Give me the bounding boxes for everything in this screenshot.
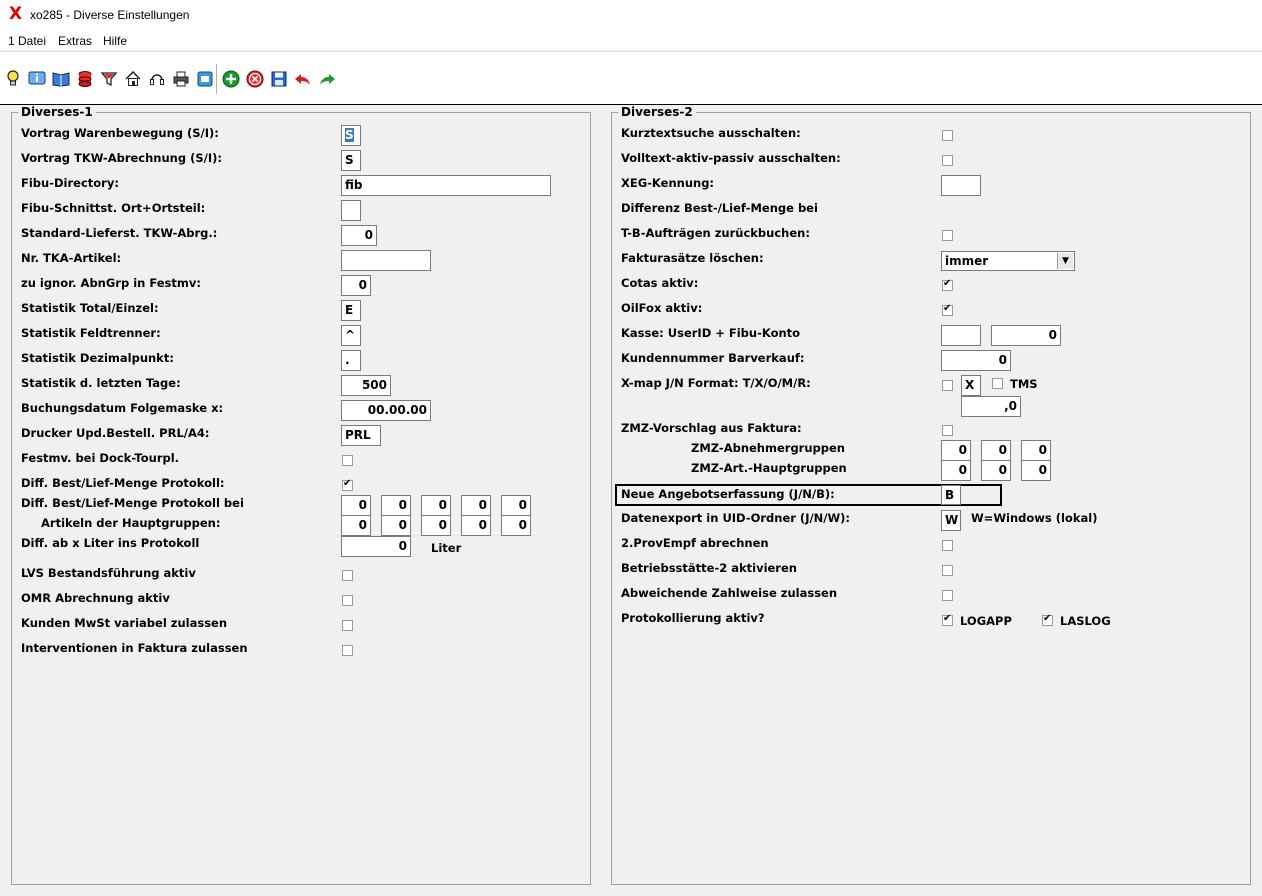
hauptgruppe-r2-3[interactable]: 0	[421, 515, 451, 536]
zmz-art-1[interactable]: 0	[941, 460, 971, 481]
label-interventionen: Interventionen in Faktura zulassen	[21, 641, 248, 655]
label-zmz-abnehmergruppen: ZMZ-Abnehmergruppen	[691, 441, 845, 455]
xmap-checkbox[interactable]	[942, 380, 953, 391]
vortrag-warenbewegung-input[interactable]: S	[341, 125, 361, 146]
toolbar	[0, 51, 1262, 105]
label-vortrag-warenbewegung: Vortrag Warenbewegung (S/I):	[21, 126, 219, 140]
hauptgruppe-r2-2[interactable]: 0	[381, 515, 411, 536]
xmap-extra-input[interactable]: ,0	[961, 396, 1021, 417]
omr-checkbox[interactable]	[342, 595, 353, 606]
hauptgruppe-r1-1[interactable]: 0	[341, 495, 371, 516]
logapp-checkbox[interactable]	[942, 615, 953, 626]
print-icon[interactable]	[171, 69, 191, 89]
label-diff-liter: Diff. ab x Liter ins Protokoll	[21, 536, 200, 550]
fibu-schnittstelle-input[interactable]	[341, 200, 361, 221]
label-statistik-dezimalpunkt: Statistik Dezimalpunkt:	[21, 351, 174, 365]
zmz-abnehmer-1[interactable]: 0	[941, 440, 971, 461]
statistik-dezimalpunkt-input[interactable]: .	[341, 350, 361, 371]
home-icon[interactable]	[123, 69, 143, 89]
kasse-userid-input[interactable]	[941, 325, 981, 346]
hauptgruppe-r1-5[interactable]: 0	[501, 495, 531, 516]
tms-checkbox[interactable]	[992, 378, 1003, 389]
label-fibu-schnittstelle: Fibu-Schnittst. Ort+Ortsteil:	[21, 201, 206, 215]
label-xmap: X-map J/N Format: T/X/O/M/R:	[621, 376, 811, 390]
hauptgruppe-r2-1[interactable]: 0	[341, 515, 371, 536]
kurztextsuche-checkbox[interactable]	[942, 130, 953, 141]
label-drucker: Drucker Upd.Bestell. PRL/A4:	[21, 426, 210, 440]
diff-liter-input[interactable]: 0	[341, 536, 411, 557]
cancel-icon[interactable]	[245, 69, 265, 89]
diff-protokoll-checkbox[interactable]	[342, 480, 353, 491]
label-cotas: Cotas aktiv:	[621, 276, 699, 290]
zahlweise-checkbox[interactable]	[942, 590, 953, 601]
legend-diverses-1: Diverses-1	[18, 105, 96, 119]
app-logo-icon: X	[9, 4, 23, 24]
label-diff-protokoll: Diff. Best/Lief-Menge Protokoll:	[21, 476, 225, 490]
label-fakturasaetze: Fakturasätze löschen:	[621, 251, 764, 265]
festmv-dock-checkbox[interactable]	[342, 455, 353, 466]
xmap-format-input[interactable]: X	[961, 375, 981, 396]
label-provempf: 2.ProvEmpf abrechnen	[621, 536, 769, 550]
chevron-down-icon[interactable]: ▼	[1057, 253, 1073, 269]
fakturasaetze-select-value: immer	[945, 254, 989, 268]
label-zmz-vorschlag: ZMZ-Vorschlag aus Faktura:	[621, 421, 802, 435]
label-buchungsdatum: Buchungsdatum Folgemaske x:	[21, 401, 224, 415]
drucker-input[interactable]: PRL	[341, 425, 381, 446]
zmz-abnehmer-3[interactable]: 0	[1021, 440, 1051, 461]
kundennummer-input[interactable]: 0	[941, 350, 1011, 371]
label-tka-artikel: Nr. TKA-Artikel:	[21, 251, 122, 265]
cotas-checkbox[interactable]	[942, 280, 953, 291]
lvs-checkbox[interactable]	[342, 570, 353, 581]
xeg-kennung-input[interactable]	[941, 175, 981, 196]
label-logapp: LOGAPP	[960, 614, 1012, 628]
hauptgruppe-r1-3[interactable]: 0	[421, 495, 451, 516]
label-vortrag-tkw: Vortrag TKW-Abrechnung (S/I):	[21, 151, 222, 165]
label-oilfox: OilFox aktiv:	[621, 301, 703, 315]
datenexport-input[interactable]: W	[941, 510, 961, 531]
kasse-fibu-konto-input[interactable]: 0	[991, 325, 1061, 346]
fakturasaetze-select[interactable]	[941, 251, 1075, 271]
oilfox-checkbox[interactable]	[942, 305, 953, 316]
label-lvs: LVS Bestandsführung aktiv	[21, 566, 196, 580]
add-icon[interactable]	[221, 69, 241, 89]
label-kasse: Kasse: UserID + Fibu-Konto	[621, 326, 801, 340]
neue-angebotserfassung-input[interactable]: B	[941, 485, 961, 505]
title-bar	[0, 0, 1262, 30]
label-artikeln-hauptgruppen: Artikeln der Hauptgruppen:	[41, 516, 221, 530]
undo-icon[interactable]	[293, 69, 313, 89]
menu-bar	[0, 30, 1262, 50]
zmz-art-2[interactable]: 0	[981, 460, 1011, 481]
label-protokollierung: Protokollierung aktiv?	[621, 611, 765, 625]
betriebsstaette-checkbox[interactable]	[942, 565, 953, 576]
label-tb-auftraege: T-B-Aufträgen zurückbuchen:	[621, 226, 810, 240]
standard-lieferst-input[interactable]: 0	[341, 225, 377, 246]
interventionen-checkbox[interactable]	[342, 645, 353, 656]
kunden-mwst-checkbox[interactable]	[342, 620, 353, 631]
zmz-abnehmer-2[interactable]: 0	[981, 440, 1011, 461]
toolbar-separator	[216, 64, 217, 94]
headset-icon[interactable]	[147, 69, 167, 89]
label-standard-lieferst: Standard-Lieferst. TKW-Abrg.:	[21, 226, 218, 240]
screen-icon[interactable]	[195, 69, 215, 89]
save-icon[interactable]	[269, 69, 289, 89]
label-zahlweise: Abweichende Zahlweise zulassen	[621, 586, 838, 600]
database-icon[interactable]	[75, 69, 95, 89]
info-icon[interactable]	[27, 69, 47, 89]
label-omr: OMR Abrechnung aktiv	[21, 591, 170, 605]
statistik-feldtrenner-input[interactable]: ^	[341, 325, 361, 346]
lightbulb-icon[interactable]	[3, 69, 23, 89]
vortrag-tkw-input[interactable]: S	[341, 150, 361, 171]
tka-artikel-input[interactable]	[341, 250, 431, 271]
label-neue-angebotserfassung: Neue Angebotserfassung (J/N/B):	[621, 487, 835, 501]
buchungsdatum-input[interactable]: 00.00.00	[341, 400, 431, 421]
label-statistik-tage: Statistik d. letzten Tage:	[21, 376, 181, 390]
label-diff-protokoll-bei: Diff. Best/Lief-Menge Protokoll bei	[21, 496, 244, 510]
zu-ignor-input[interactable]: 0	[341, 275, 371, 296]
label-zmz-art-hauptgruppen: ZMZ-Art.-Hauptgruppen	[691, 461, 847, 475]
zmz-art-3[interactable]: 0	[1021, 460, 1051, 481]
hauptgruppe-r2-4[interactable]: 0	[461, 515, 491, 536]
provempf-checkbox[interactable]	[942, 540, 953, 551]
redo-icon[interactable]	[317, 69, 337, 89]
hauptgruppe-r2-5[interactable]: 0	[501, 515, 531, 536]
statistik-total-input[interactable]: E	[341, 300, 361, 321]
filter-icon[interactable]	[99, 69, 119, 89]
label-kundennummer: Kundennummer Barverkauf:	[621, 351, 805, 365]
window-title: xo285 - Diverse Einstellungen	[30, 8, 190, 22]
menu-hilfe[interactable]: Hilfe	[103, 34, 128, 48]
menu-datei[interactable]: 1 Datei	[8, 34, 47, 48]
hauptgruppe-r1-2[interactable]: 0	[381, 495, 411, 516]
label-xeg-kennung: XEG-Kennung:	[621, 176, 715, 190]
laslog-checkbox[interactable]	[1042, 615, 1053, 626]
hauptgruppe-r1-4[interactable]: 0	[461, 495, 491, 516]
tb-auftraege-checkbox[interactable]	[942, 230, 953, 241]
label-statistik-total: Statistik Total/Einzel:	[21, 301, 159, 315]
label-betriebsstaette: Betriebsstätte-2 aktivieren	[621, 561, 797, 575]
statistik-tage-input[interactable]: 500	[341, 375, 391, 396]
label-tms: TMS	[1010, 377, 1038, 391]
fibu-directory-input[interactable]: fib	[341, 175, 551, 196]
book-icon[interactable]	[51, 69, 71, 89]
zmz-vorschlag-checkbox[interactable]	[942, 425, 953, 436]
legend-diverses-2: Diverses-2	[618, 105, 696, 119]
label-differenz: Differenz Best-/Lief-Menge bei	[621, 201, 818, 215]
label-zu-ignor: zu ignor. AbnGrp in Festmv:	[21, 276, 201, 290]
label-kurztextsuche: Kurztextsuche ausschalten:	[621, 126, 801, 140]
label-datenexport: Datenexport in UID-Ordner (J/N/W):	[621, 511, 851, 525]
label-liter-unit: Liter	[431, 541, 462, 555]
label-kunden-mwst: Kunden MwSt variabel zulassen	[21, 616, 228, 630]
label-laslog: LASLOG	[1060, 614, 1111, 628]
label-volltext: Volltext-aktiv-passiv ausschalten:	[621, 151, 841, 165]
menu-extras[interactable]: Extras	[58, 34, 93, 48]
label-festmv-dock: Festmv. bei Dock-Tourpl.	[21, 451, 180, 465]
volltext-checkbox[interactable]	[942, 155, 953, 166]
label-fibu-directory: Fibu-Directory:	[21, 176, 119, 190]
label-datenexport-hint: W=Windows (lokal)	[971, 511, 1098, 525]
label-statistik-feldtrenner: Statistik Feldtrenner:	[21, 326, 161, 340]
